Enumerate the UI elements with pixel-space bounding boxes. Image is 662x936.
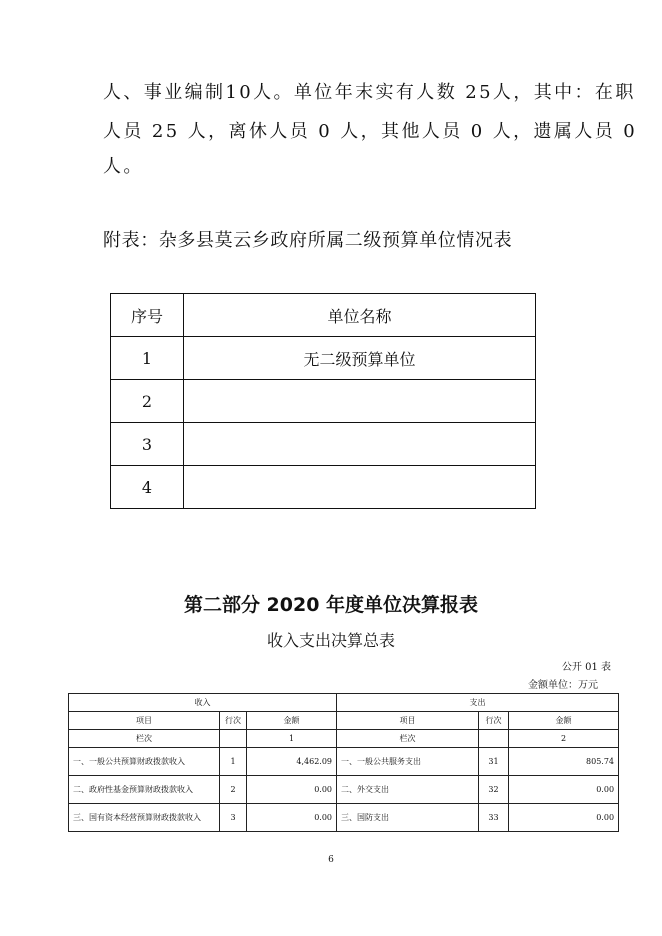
header-unit-name: 单位名称 xyxy=(184,294,536,337)
amount-unit: 金额单位：万元 xyxy=(528,680,598,691)
income-item: 二、政府性基金预算财政拨款收入 xyxy=(69,776,220,804)
income-amount: 0.00 xyxy=(247,776,337,804)
expense-item: 三、国防支出 xyxy=(337,804,479,832)
row-unit-name: 无二级预算单位 xyxy=(184,337,536,380)
income-amount: 0.00 xyxy=(247,804,337,832)
table-header-row xyxy=(111,294,536,337)
expense-amount: 0.00 xyxy=(509,776,619,804)
table-number: 公开 01 表 xyxy=(561,662,611,673)
expense-row-no: 31 xyxy=(479,748,509,776)
income-index-blank xyxy=(220,730,247,748)
table-row xyxy=(111,466,536,509)
part-title: 第二部分 2020 年度单位决算报表 xyxy=(183,594,479,616)
expense-row-header: 行次 xyxy=(479,712,509,730)
table-row xyxy=(69,748,619,776)
column-index-row xyxy=(69,730,619,748)
row-seq: 1 xyxy=(111,337,184,380)
income-item: 一、一般公共预算财政拨款收入 xyxy=(69,748,220,776)
page-number: 6 xyxy=(328,855,334,865)
row-unit-name xyxy=(184,380,536,423)
table-row xyxy=(69,776,619,804)
expense-section-header: 支出 xyxy=(337,694,619,712)
row-unit-name xyxy=(184,423,536,466)
income-index-label: 栏次 xyxy=(69,730,220,748)
income-row-header: 行次 xyxy=(220,712,247,730)
expense-amount: 805.74 xyxy=(509,748,619,776)
section-header-row xyxy=(69,694,619,712)
income-amount-header: 金额 xyxy=(247,712,337,730)
expense-index-blank xyxy=(479,730,509,748)
expense-amount: 0.00 xyxy=(509,804,619,832)
expense-index-label: 栏次 xyxy=(337,730,479,748)
expense-item: 一、一般公共服务支出 xyxy=(337,748,479,776)
expense-item-header: 项目 xyxy=(337,712,479,730)
income-section-header: 收入 xyxy=(69,694,337,712)
expense-col-index: 2 xyxy=(509,730,619,748)
table-row xyxy=(111,380,536,423)
appendix-title: 附表：杂多县莫云乡政府所属二级预算单位情况表 xyxy=(103,230,513,251)
expense-amount-header: 金额 xyxy=(509,712,619,730)
expense-row-no: 33 xyxy=(479,804,509,832)
paragraph-line-1: 人、事业编制10人。单位年末实有人数 25人，其中：在职 xyxy=(103,82,636,103)
row-unit-name xyxy=(184,466,536,509)
income-item: 三、国有资本经营预算财政拨款收入 xyxy=(69,804,220,832)
income-row-no: 3 xyxy=(220,804,247,832)
column-header-row xyxy=(69,712,619,730)
row-seq: 3 xyxy=(111,423,184,466)
income-expense-table xyxy=(68,693,619,832)
report-subtitle: 收入支出决算总表 xyxy=(266,631,395,650)
row-seq: 2 xyxy=(111,380,184,423)
table-row xyxy=(111,337,536,380)
income-row-no: 1 xyxy=(220,748,247,776)
income-row-no: 2 xyxy=(220,776,247,804)
header-seq: 序号 xyxy=(111,294,184,337)
table-row xyxy=(111,423,536,466)
income-col-index: 1 xyxy=(247,730,337,748)
income-item-header: 项目 xyxy=(69,712,220,730)
units-table xyxy=(110,293,536,509)
income-amount: 4,462.09 xyxy=(247,748,337,776)
expense-row-no: 32 xyxy=(479,776,509,804)
row-seq: 4 xyxy=(111,466,184,509)
paragraph-line-2: 人员 25 人，离休人员 0 人，其他人员 0 人，遗属人员 0 xyxy=(103,121,638,142)
expense-item: 二、外交支出 xyxy=(337,776,479,804)
table-row xyxy=(69,804,619,832)
paragraph-line-3: 人。 xyxy=(103,156,144,177)
